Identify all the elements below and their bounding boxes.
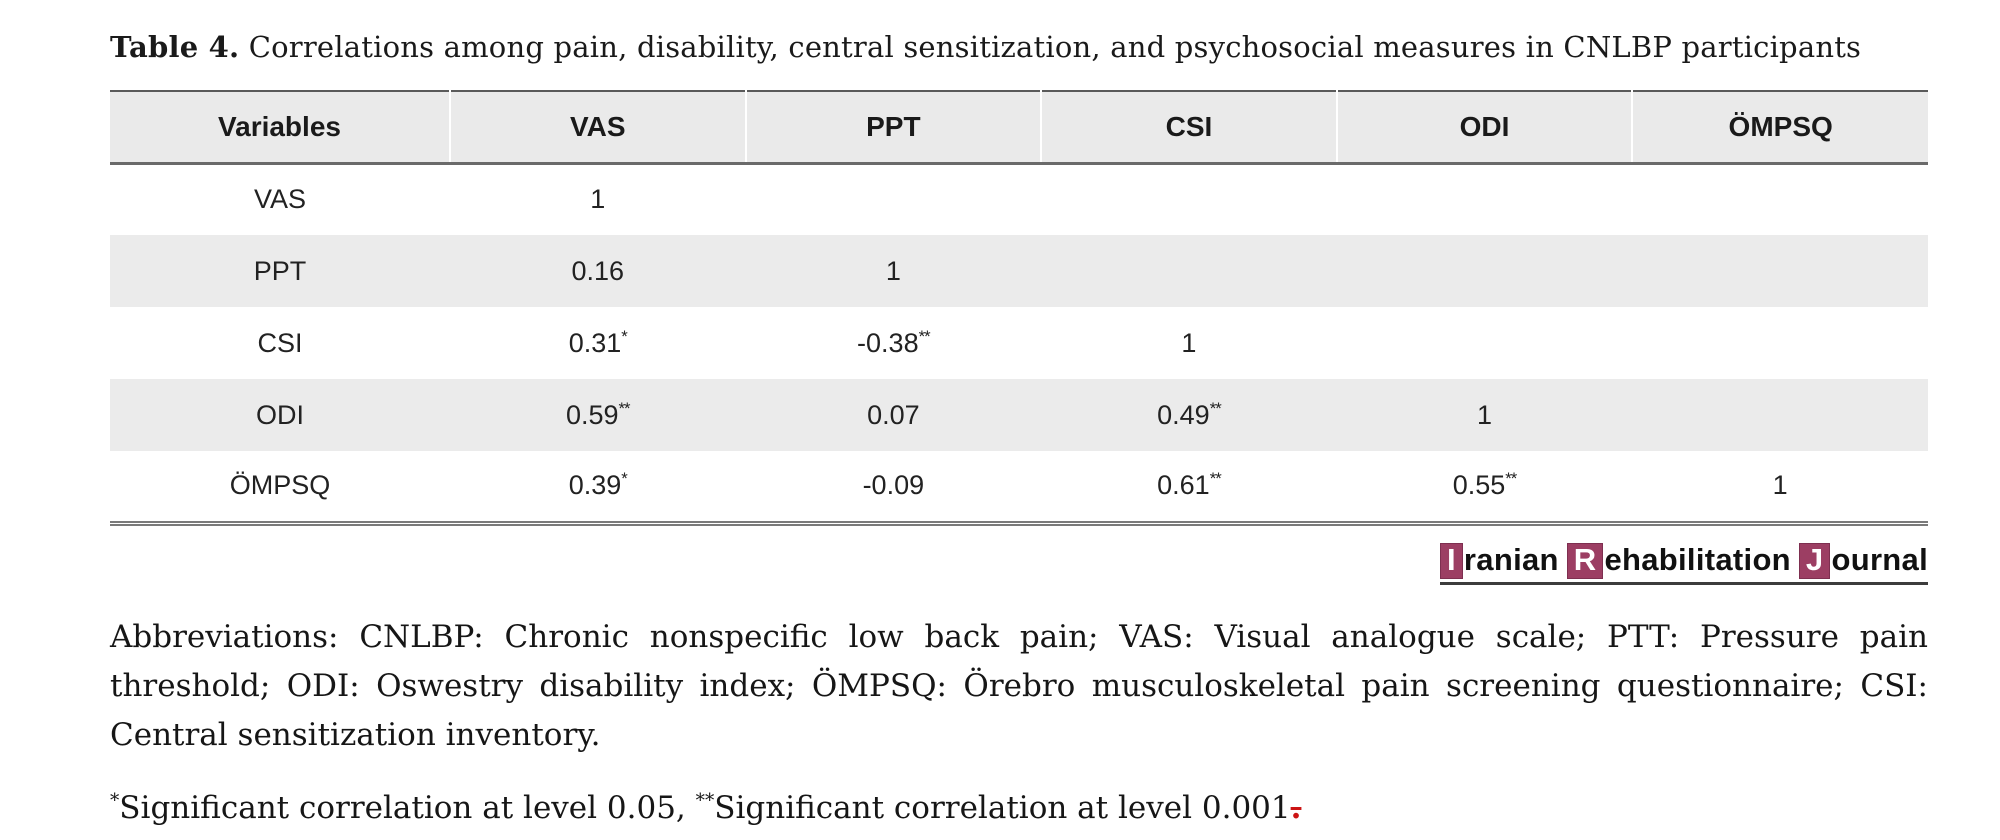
row-label-cell: ÖMPSQ: [229, 470, 331, 501]
logo-word: [1567, 542, 1791, 580]
value-cell: 1: [590, 184, 606, 215]
table-row: [110, 163, 1928, 235]
sig-asterisk-single: *: [110, 790, 120, 812]
significance-note: [110, 790, 1925, 826]
row-label-cell: ODI: [255, 399, 304, 430]
table-row: [110, 379, 1928, 451]
value-cell: [1632, 379, 1928, 451]
value-cell: 0.55**: [1452, 469, 1517, 501]
logo-initial-box: R: [1567, 543, 1604, 580]
value-cell: [1632, 307, 1928, 379]
value-cell: -0.38**: [857, 326, 930, 358]
correlation-table: [110, 90, 1928, 526]
logo-word-rest: ehabilitation: [1604, 541, 1791, 577]
value-cell: 0.49**: [1157, 398, 1221, 430]
value-cell: 0.59**: [565, 398, 630, 430]
table-row: [110, 451, 1928, 523]
page-title: [110, 30, 1925, 64]
value-cell: [1337, 307, 1633, 379]
logo-initial-box: J: [1799, 543, 1831, 580]
value-cell: 1: [1477, 399, 1493, 430]
logo-word-rest: ournal: [1831, 541, 1928, 577]
value-cell: 0.16: [571, 255, 625, 286]
significance-asterisk: **: [1505, 469, 1517, 489]
significance-asterisk: **: [918, 326, 930, 346]
value-cell: 1: [1181, 327, 1197, 358]
row-label-cell: CSI: [257, 327, 303, 358]
table-row: [110, 235, 1928, 307]
journal-logo: [1440, 542, 1928, 586]
logo-row: [110, 542, 1928, 586]
value-cell: [1632, 163, 1928, 235]
logo-word-rest: ranian: [1463, 541, 1559, 577]
header-row: [110, 91, 1928, 163]
value-cell: -0.09: [862, 470, 925, 501]
logo-initial-box: I: [1440, 543, 1463, 580]
value-cell: [1632, 235, 1928, 307]
column-header-vas: VAS: [450, 91, 746, 163]
value-cell: [1337, 235, 1633, 307]
sig-text-2: Significant correlation at level 0.001: [714, 789, 1291, 826]
value-cell: [1041, 163, 1337, 235]
value-cell: 1: [885, 255, 901, 286]
significance-asterisk: *: [621, 326, 627, 346]
table-row: [110, 307, 1928, 379]
value-cell: [746, 163, 1042, 235]
significance-asterisk: *: [621, 469, 627, 489]
logo-word: [1799, 542, 1928, 580]
column-header-csi: CSI: [1041, 91, 1337, 163]
significance-asterisk: **: [1209, 469, 1221, 489]
value-cell: 0.07: [867, 399, 920, 430]
table-caption: Correlations among pain, disability, central sensitization, and psychosocial measures in CNLBP participants: [248, 30, 1862, 64]
value-cell: 0.61**: [1157, 469, 1221, 501]
column-header-variables: Variables: [110, 91, 450, 163]
column-header-ppt: PPT: [746, 91, 1042, 163]
value-cell: 0.31*: [568, 326, 627, 358]
table-number-label: Table 4.: [110, 30, 240, 64]
value-cell: 1: [1772, 470, 1788, 501]
row-label-cell: VAS: [253, 184, 306, 215]
significance-asterisk: **: [618, 398, 630, 418]
column-header-ompsq: ÖMPSQ: [1632, 91, 1928, 163]
deleted-period-mark: .: [1290, 789, 1302, 826]
sig-asterisk-double: **: [695, 790, 715, 812]
value-cell: [1337, 163, 1633, 235]
logo-word: [1440, 542, 1559, 580]
column-header-odi: ODI: [1337, 91, 1633, 163]
value-cell: [1041, 235, 1337, 307]
sig-text-1: Significant correlation at level 0.05,: [119, 789, 696, 826]
row-label-cell: PPT: [253, 255, 307, 286]
value-cell: 0.39*: [568, 469, 627, 501]
significance-asterisk: **: [1209, 398, 1221, 418]
abbreviations-note: Abbreviations: CNLBP: Chronic nonspecific low back pain; VAS: Visual analogue scale; PTT: Pressure pain threshold; ODI: Oswestry disability index; ÖMPSQ: Örebro musculoskeletal pain screening questionnaire; CSI: Central sensitization inventory.: [110, 619, 1928, 753]
